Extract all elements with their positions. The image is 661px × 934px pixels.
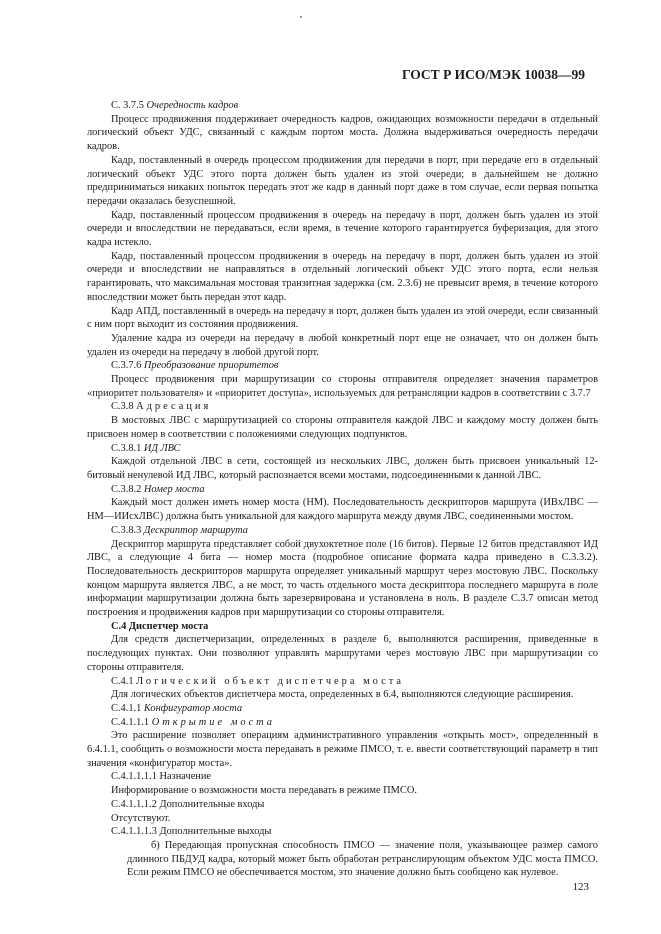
section-heading-c38: С.3.8 Адресация [111,401,212,413]
page-header: ГОСТ Р ИСО/МЭК 10038—99 [402,67,585,82]
paragraph: Для логических объектов диспетчера моста, определенных в 6.4, выполняются следующие расширения. [111,689,574,701]
paragraph: В мостовых ЛВС с маршрутизацией со стороны отправителя каждой ЛВС и каждому мосту должен быть присвоен номер в соответствии с положениями следующих подпунктов. [87,415,598,440]
page-number: 123 [572,881,589,893]
paragraph: Каждой отдельной ЛВС в сети, состоящей из нескольких ЛВС, должен быть присвоен уникальный 12-битовый ненулевой ИД ЛВС, который распознается всеми мостами, подсоединенными к данной ЛВС. [87,456,598,481]
section-heading-c383: С.3.8.3 Дескриптор маршрута [111,524,248,536]
section-heading-c4: С.4 Диспетчер моста [111,620,209,632]
paragraph: Процесс продвижения при маршрутизации со стороны отправителя определяет значения параметров «приоритет пользователя» и «приоритет доступа», используемых для ретрансляции кадров в соответствии с 3.7.7 [87,374,598,399]
scan-speck [300,16,302,18]
paragraph: Кадр, поставленный процессом продвижения в очередь на передачу в порт, должен быть удален из этой очереди и впоследствии не направляться в отдельный логический объект УДС этого порта, если нельзя гарантировать, что максимальная мостовая транзитная задержка (см. 2.3.6) не превысит время, в течение которого впоследствии может быть передан этот кадр. [87,250,598,303]
paragraph: Отсутствуют. [111,812,171,824]
section-heading-c41: С.4.1 Логический объект диспетчера моста [111,675,404,687]
section-heading-c4111: С.4.1.1.1 Открытие моста [111,716,275,728]
section-heading-c411: С.4.1.1 Конфигуратор моста [111,702,243,714]
section-heading-c41111: С.4.1.1.1.1 Назначение [111,771,212,783]
paragraph: Процесс продвижения поддерживает очередность кадров, ожидающих возможности передачи в отдельный логический объект УДС, связанный с каждым портом моста. Должна выдерживаться очередность передачи кадров. [87,113,598,153]
paragraph: Дескриптор маршрута представляет собой двухоктетное поле (16 битов). Первые 12 битов представляют ИД ЛВС, а следующие 4 бита — номер моста (подробное описание формата кадра приведено в С.3.3.2). Последовательность дескрипторов маршрута определяет уникальный маршрут через мостовую ЛВС. Поскольку концом маршрута является ЛВС, а не мост, то часть отдельного моста дескриптора последнего маршрута в поле информации маршрутизации должна быть зарезервирована и установлена в ноль. В разделе С.3.7 описан метод построения и продвижения кадров при маршрутизации со стороны отправителя. [87,538,598,619]
paragraph: Кадр, поставленный в очередь процессом продвижения для передачи в порт, при передаче его в отдельный логический объект УДС этого порта должен быть удален из этой очереди; в дальнейшем не должно предприниматься никаких попыток передать этот же кадр в данный порт даже в том случае, если первая попытка передачи оказалась безуспешной. [87,154,598,207]
section-heading-c375: С. 3.7.5 Очередность кадров [111,100,239,111]
paragraph: Для средств диспетчеризации, определенных в разделе 6, выполняются расширения, приведенные в последующих пунктах. Они позволяют управлять маршрутами через мостовую ЛВС при маршрутизации со стороны отправителя. [87,634,598,673]
list-item: б) Передающая пропускная способность ПМСО — значение поля, указывающее размер самого длинного ПБДУД кадра, который может быть обработан ретранслирующим объектом УДС моста ПМСО. Если режим ПМСО не обеспечивается мостом, это значение должно быть сообщено как нулевое. [127,839,598,879]
section-heading-c382: С.3.8.2 Номер моста [111,483,205,495]
document-body [87,99,598,880]
section-heading-c381: С.3.8.1 ИД ЛВС [111,442,181,454]
section-heading-c41112: С.4.1.1.1.2 Дополнительные входы [111,798,265,810]
section-heading-c376: С.3.7.6 Преобразование приоритетов [111,360,279,372]
paragraph: Кадр АПД, поставленный в очередь на передачу в порт, должен быть удален из этой очереди, если связанный с ним порт выходит из состояния продвижения. [87,305,598,331]
section-heading-c41113: С.4.1.1.1.3 Дополнительные выходы [111,826,272,838]
paragraph: Кадр, поставленный процессом продвижения в очередь на передачу в порт, должен быть удален из этой очереди и впоследствии не передаваться, если время, в течение которого гарантируется буферизация, для этого кадра истекло. [87,209,598,249]
paragraph: Информирование о возможности моста передавать в режиме ПМСО. [111,785,417,797]
paragraph: Это расширение позволяет операциям административного управления «открыть мост», определенный в 6.4.1.1, сообщить о возможности моста передавать в режиме ПМСО, т. е. ввести соответствующий параметр в тип значения «конфигуратор моста». [87,730,598,769]
paragraph: Каждый мост должен иметь номер моста (НМ). Последовательность дескрипторов маршрута (ИВхЛВС — НМ—ИИсхЛВС) должна быть уникальной для каждого маршрута между двумя ЛВС, соединенными мостом. [87,497,598,523]
paragraph: Удаление кадра из очереди на передачу в любой конкретный порт еще не означает, что он должен быть удален из очереди на передачу в любой другой порт. [87,332,598,358]
